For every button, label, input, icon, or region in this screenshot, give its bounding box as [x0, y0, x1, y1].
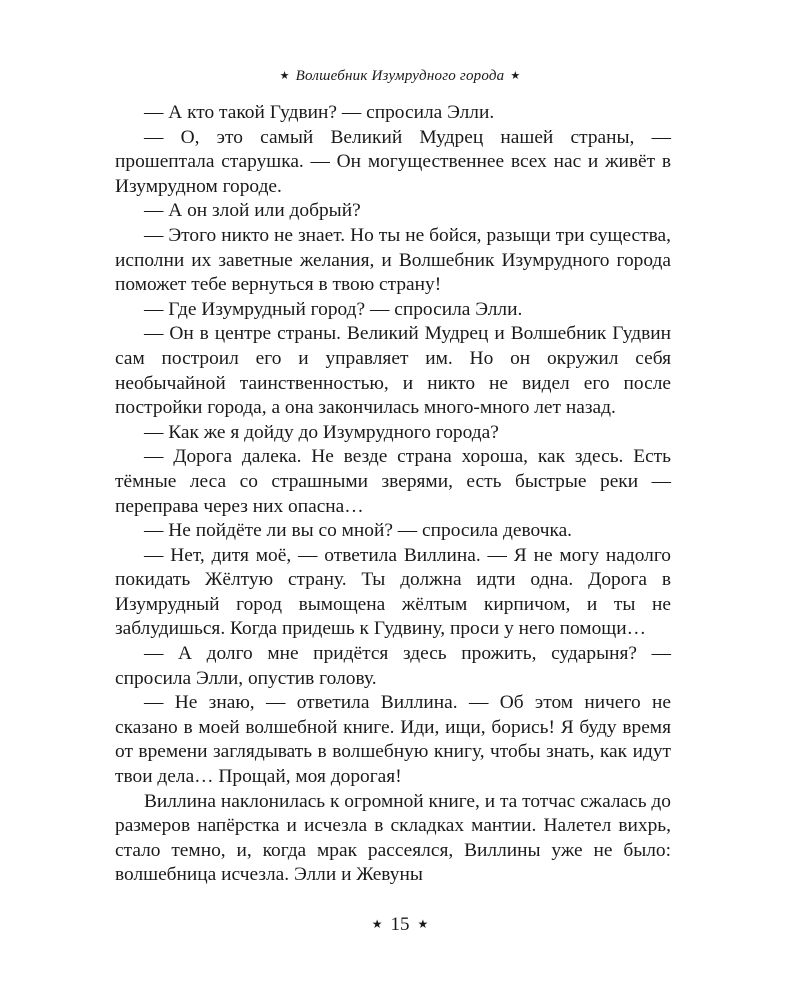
- paragraph: Виллина наклонилась к огромной книге, и та тотчас сжалась до размеров напёрстка и исчезла в складках мантии. Налетел вихрь, стало темно, и, когда мрак рассеялся, Виллины уже не было: волшебница исчезла. Элли и Жевуны: [115, 790, 671, 886]
- paragraph: — А долго мне придётся здесь прожить, сударыня? — спросила Элли, опустив голову.: [115, 643, 671, 689]
- star-ornament-icon: ★: [371, 917, 383, 931]
- paragraph: — Как же я дойду до Изумрудного города?: [144, 421, 499, 443]
- paragraph: — Этого никто не знает. Но ты не бойся, разыщи три существа, исполни их заветные желания, и Волшебник Изумрудного города поможет тебе вернуться в твою страну!: [115, 224, 671, 296]
- paragraph: — Дорога далека. Не везде страна хороша, как здесь. Есть тёмные леса со страшными зверями, есть быстрые реки — переправа через них опасна…: [115, 446, 671, 517]
- paragraph: — Не знаю, — ответила Виллина. — Об этом ничего не сказано в моей волшебной книге. Иди, ищи, борись! Я буду время от времени заглядывать в волшебную книгу, чтобы знать, как идут твои дела… Прощай, моя дорогая!: [115, 692, 671, 788]
- body-text: [115, 101, 671, 888]
- page-number: 15: [390, 914, 410, 935]
- book-title: Волшебник Изумрудного города: [295, 68, 505, 84]
- star-ornament-icon: ★: [510, 70, 521, 82]
- page-footer: [0, 914, 800, 936]
- paragraph: — А кто такой Гудвин? — спросила Элли.: [144, 102, 495, 123]
- paragraph: — Нет, дитя моё, — ответила Виллина. — Я не могу надолго покидать Жёлтую страну. Ты должна идти одна. Дорога в Изумрудный город вымощена жёлтым кирпичом, и ты не заблудишься. Когда придешь к Гудвину, проси у него помощи…: [115, 544, 671, 640]
- running-header: [0, 68, 800, 85]
- paragraph: — Он в центре страны. Великий Мудрец и Волшебник Гудвин сам построил его и управляет им. Но он окружил себя необычайной таинственностью, и никто не видел его после постройки города, а она закончилась много-много лет назад.: [115, 323, 671, 419]
- paragraph: — Где Изумрудный город? — спросила Элли.: [144, 298, 523, 320]
- paragraph: — Не пойдёте ли вы со мной? — спросила девочка.: [144, 520, 573, 542]
- paragraph: — А он злой или добрый?: [144, 200, 361, 222]
- star-ornament-icon: ★: [417, 917, 429, 931]
- paragraph: — О, это самый Великий Мудрец нашей страны, — прошептала старушка. — Он могущественнее всех нас и живёт в Изумрудном городе.: [115, 126, 671, 197]
- star-ornament-icon: ★: [279, 70, 290, 82]
